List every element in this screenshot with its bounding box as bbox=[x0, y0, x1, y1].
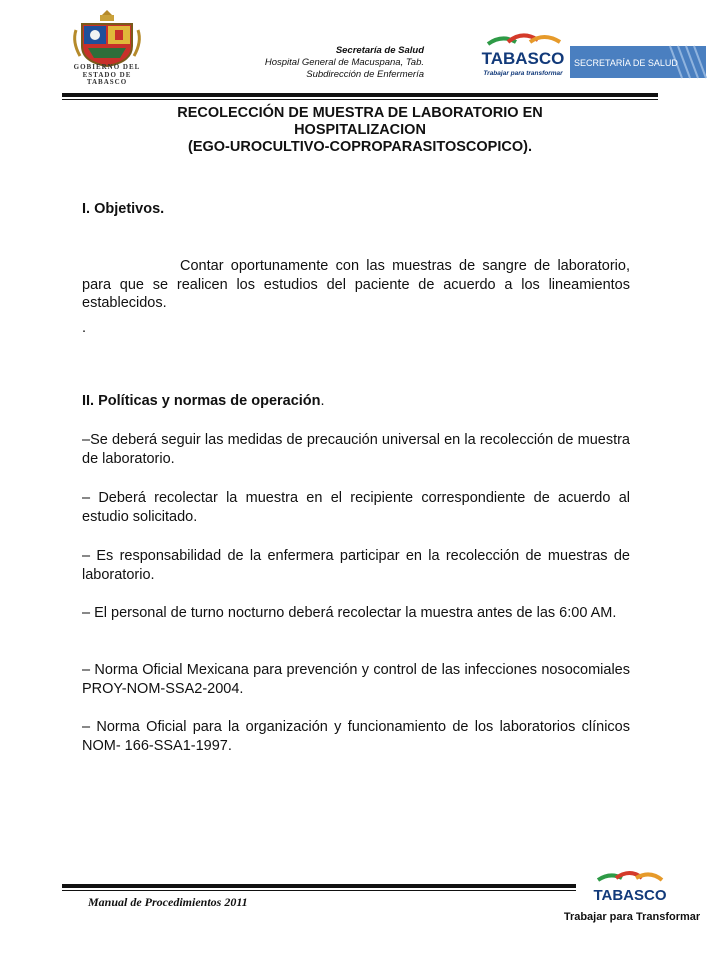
footer-tabasco-logo bbox=[563, 870, 701, 928]
header-institution bbox=[200, 45, 424, 81]
footer-rule-thick bbox=[62, 884, 576, 888]
politica-item: – Norma Oficial Mexicana para prevención y control de las infecciones nosocomiales PROY-NOM-SSA2-2004. bbox=[82, 662, 630, 697]
objetivos-paragraph: Contar oportunamente con las muestras de sangre de laboratorio, para que se realicen los estudios del paciente de acuerdo a los lineamientos establecidos. bbox=[82, 258, 630, 311]
secretaria-salud-logo bbox=[570, 46, 706, 78]
svg-text:Trabajar para Transformar: Trabajar para Transformar bbox=[563, 911, 701, 923]
objetivos-dot: . bbox=[82, 320, 87, 336]
svg-text:TABASCO: TABASCO bbox=[593, 887, 667, 904]
header-rule-thin bbox=[62, 99, 658, 100]
svg-text:SECRETARÍA DE SALUD: SECRETARÍA DE SALUD bbox=[574, 58, 678, 68]
section-objetivos-heading: I. Objetivos. bbox=[82, 201, 165, 217]
header-rule-thick bbox=[62, 93, 658, 97]
section-politicas-heading: II. Políticas y normas de operación. bbox=[82, 393, 325, 409]
politica-item: – Deberá recolectar la muestra en el recipiente correspondiente de acuerdo al estudio solicitado. bbox=[82, 490, 630, 525]
politica-item: – Es responsabilidad de la enfermera participar en la recolección de muestras de laboratorio. bbox=[82, 548, 630, 583]
politica-item: –Se deberá seguir las medidas de precaución universal en la recolección de muestra de laboratorio. bbox=[82, 432, 630, 467]
header-line-2: Hospital General de Macuspana, Tab. bbox=[264, 57, 424, 68]
footer-manual-text: Manual de Procedimientos 2011 bbox=[88, 895, 248, 909]
politica-item: – El personal de turno nocturno deberá recolectar la muestra antes de las 6:00 AM. bbox=[82, 605, 617, 621]
crest-caption: GOBIERNO DEL ESTADO DE TABASCO bbox=[73, 63, 141, 86]
politica-item: – Norma Oficial para la organización y funcionamiento de los laboratorios clínicos NOM- 166-SSA1-1997. bbox=[82, 719, 630, 754]
svg-text:Trabajar para transformar: Trabajar para transformar bbox=[483, 70, 563, 77]
footer-rule-thin bbox=[62, 890, 576, 891]
header-line-3: Subdirección de Enfermería bbox=[306, 69, 424, 80]
svg-text:TABASCO: TABASCO bbox=[481, 49, 565, 68]
tabasco-logo bbox=[480, 32, 566, 80]
header-line-1: Secretaría de Salud bbox=[335, 45, 424, 56]
document-title: RECOLECCIÓN DE MUESTRA DE LABORATORIO EN HOSPITALIZACION (EGO-UROCULTIVO-COPROPARASITOSCOPICO). bbox=[177, 105, 543, 155]
